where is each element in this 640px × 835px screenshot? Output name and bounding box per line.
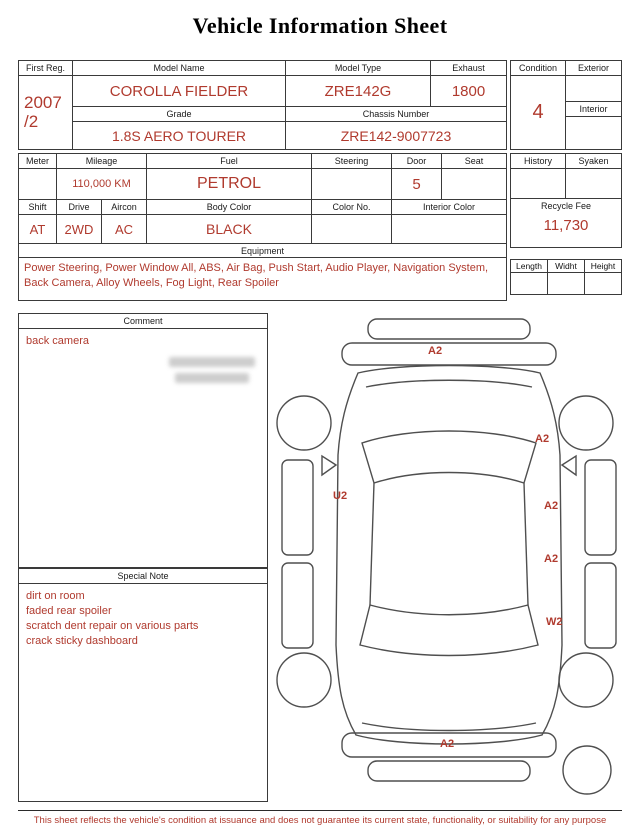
door-value: 5 — [392, 169, 442, 200]
redacted-text-bar — [175, 373, 249, 383]
door-label: Door — [392, 154, 442, 169]
model-type-label: Model Type — [286, 61, 431, 76]
steering-value — [312, 169, 392, 200]
color-no-value — [312, 215, 392, 244]
model-type-value: ZRE142G — [286, 76, 431, 107]
comment-line: back camera — [26, 335, 89, 347]
damage-marker-left-body: U2 — [333, 490, 348, 502]
disclaimer-text: This sheet reflects the vehicle's condition at issuance and does not guarantee its current state, functionality, or suitability for any purpose — [18, 810, 622, 826]
wheel-rear-left — [277, 653, 331, 707]
exterior-label: Exterior — [566, 61, 621, 76]
chassis-number-label: Chassis Number — [286, 107, 506, 122]
spare-wheel — [563, 746, 611, 794]
meter-value — [19, 169, 57, 200]
damage-marker-right-front-fender: A2 — [535, 433, 550, 445]
shift-label: Shift — [19, 200, 57, 215]
spec-table-bottom — [19, 200, 506, 244]
right-mirror — [562, 456, 576, 475]
left-rear-door-panel — [282, 563, 313, 648]
equipment-value: Power Steering, Power Window All, ABS, Air Bag, Push Start, Audio Player, Navigation System, Back Camera, Alloy Wheels, Fog Light, Rear Spoiler — [24, 262, 489, 290]
special-note-body — [19, 584, 267, 801]
height-value — [585, 273, 621, 294]
damage-marker-right-rear-fender: W2 — [546, 616, 563, 628]
car-damage-diagram — [270, 315, 628, 803]
roof-left-line — [370, 483, 374, 605]
wheel-rear-right — [559, 653, 613, 707]
left-front-door-panel — [282, 460, 313, 555]
model-name-label: Model Name — [73, 61, 286, 76]
spec-right-column — [510, 153, 622, 295]
condition-value: 4 — [511, 76, 566, 149]
width-label: Widht — [548, 260, 585, 273]
drive-label: Drive — [57, 200, 102, 215]
meter-label: Meter — [19, 154, 57, 169]
seat-value — [442, 169, 506, 200]
windshield — [362, 431, 536, 483]
special-note-box — [18, 568, 268, 802]
special-note-line: crack sticky dashboard — [26, 634, 138, 647]
car-top-view-drawing — [270, 315, 628, 803]
steering-label: Steering — [312, 154, 392, 169]
first-reg-month: /2 — [24, 111, 39, 131]
exhaust-label: Exhaust — [431, 61, 506, 76]
hood-line — [366, 380, 532, 387]
length-value — [511, 273, 548, 294]
history-value — [511, 169, 566, 198]
mileage-value: 110,000 KM — [57, 169, 147, 200]
dimensions-box — [510, 259, 622, 295]
length-label: Length — [511, 260, 548, 273]
drive-value: 2WD — [57, 215, 102, 244]
wheel-front-left — [277, 396, 331, 450]
recycle-fee-value: 11,730 — [543, 217, 589, 234]
rear-bumper-lower — [368, 761, 530, 781]
car-body-outline — [336, 366, 562, 745]
info-table — [18, 60, 507, 150]
special-note-label: Special Note — [19, 569, 267, 584]
equipment-label: Equipment — [19, 244, 506, 258]
interior-color-value — [392, 215, 506, 244]
left-mirror — [322, 456, 336, 475]
aircon-label: Aircon — [102, 200, 147, 215]
spec-table-top — [19, 154, 506, 200]
special-note-line: dirt on room — [26, 590, 85, 602]
body-color-label: Body Color — [147, 200, 312, 215]
height-label: Height — [585, 260, 621, 273]
interior-value — [566, 117, 621, 149]
history-syaken-box — [510, 153, 622, 199]
right-rear-door-panel — [585, 563, 616, 648]
shift-value: AT — [19, 215, 57, 244]
syaken-label: Syaken — [566, 154, 621, 169]
width-value — [548, 273, 585, 294]
seat-label: Seat — [442, 154, 506, 169]
body-color-value: BLACK — [147, 215, 312, 244]
exterior-value — [566, 76, 621, 102]
damage-marker-right-rear-door: A2 — [544, 553, 559, 565]
first-reg-year: 2007 — [24, 92, 62, 112]
front-bumper-bar — [342, 343, 556, 365]
syaken-value — [566, 169, 621, 198]
interior-color-label: Interior Color — [392, 200, 506, 215]
grade-value: 1.8S AERO TOURER — [73, 122, 286, 149]
comment-body — [19, 329, 267, 567]
fuel-label: Fuel — [147, 154, 312, 169]
trunk-line — [362, 723, 536, 731]
exhaust-value: 1800 — [431, 76, 506, 107]
front-bumper-upper — [368, 319, 530, 339]
damage-marker-front-bumper: A2 — [428, 345, 443, 357]
interior-label: Interior — [566, 102, 621, 117]
condition-label: Condition — [511, 61, 566, 76]
fuel-value: PETROL — [147, 169, 312, 200]
page-title: Vehicle Information Sheet — [192, 13, 448, 38]
mileage-label: Mileage — [57, 154, 147, 169]
damage-marker-rear-bumper: A2 — [440, 738, 455, 750]
model-name-value: COROLLA FIELDER — [73, 76, 286, 107]
rear-window — [360, 605, 538, 656]
color-no-label: Color No. — [312, 200, 392, 215]
comment-label: Comment — [19, 314, 267, 329]
right-front-door-panel — [585, 460, 616, 555]
spec-table — [18, 153, 507, 301]
chassis-number-value: ZRE142-9007723 — [340, 127, 452, 144]
special-note-line: scratch dent repair on various parts — [26, 619, 199, 632]
damage-marker-right-front-door: A2 — [544, 500, 559, 512]
roof-right-line — [524, 483, 528, 605]
special-note-line: faded rear spoiler — [26, 604, 112, 617]
comment-box — [18, 313, 268, 568]
aircon-value: AC — [102, 215, 147, 244]
redacted-text-bar — [169, 357, 255, 367]
condition-table — [510, 60, 622, 150]
wheel-front-right — [559, 396, 613, 450]
first-reg-label: First Reg. — [19, 61, 73, 76]
first-reg-value — [19, 76, 73, 149]
recycle-fee-label: Recycle Fee — [540, 201, 592, 211]
grade-label: Grade — [73, 107, 286, 122]
recycle-fee-box — [510, 199, 622, 248]
history-label: History — [511, 154, 566, 169]
